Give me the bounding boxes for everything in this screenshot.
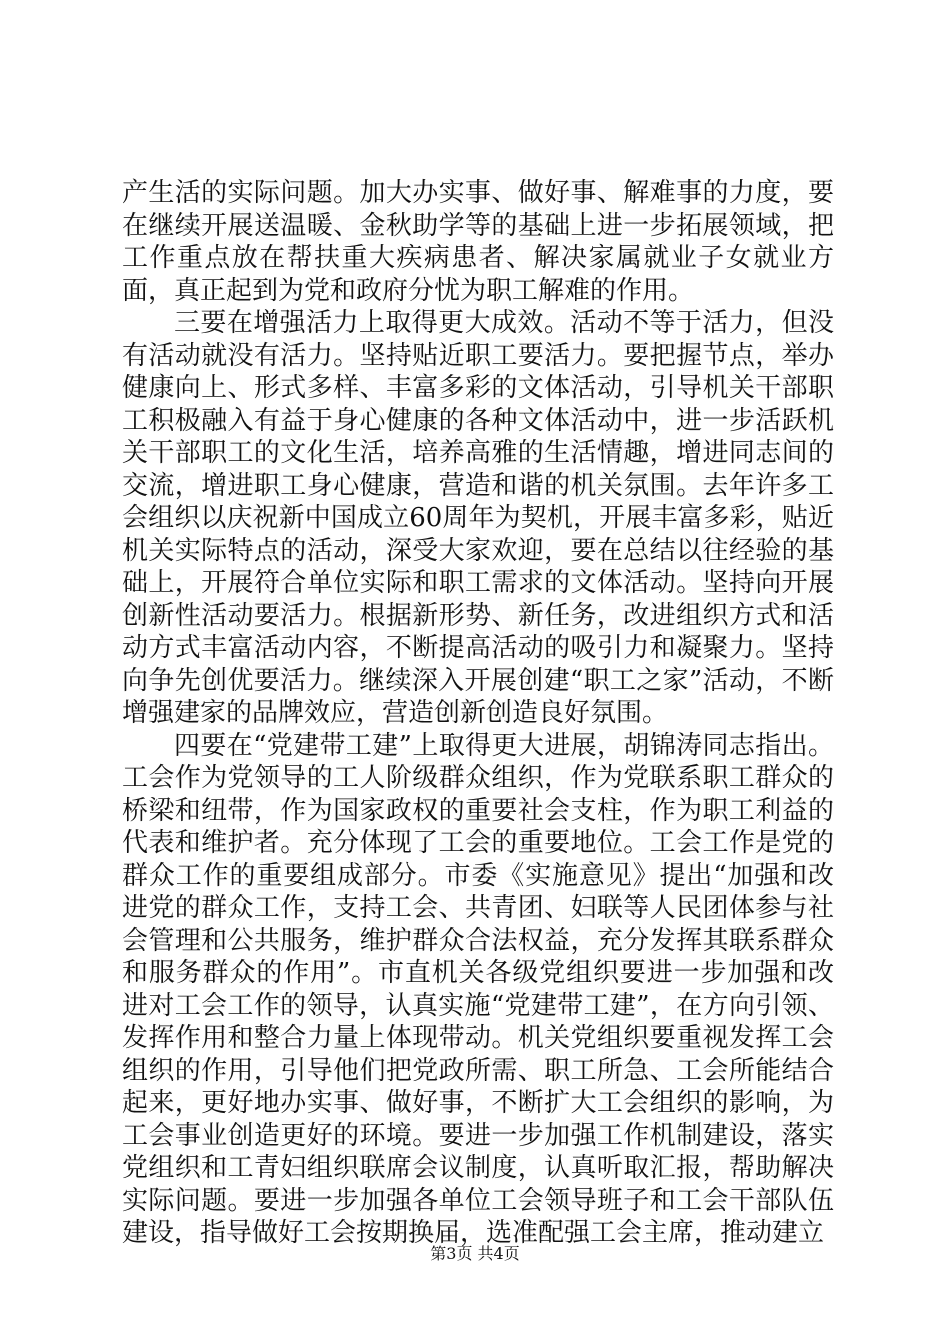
page-footer: [0, 1241, 950, 1264]
paragraph-continuation: 产生活的实际问题。加大办实事、做好事、解难事的力度，要在继续开展送温暖、金秋助学等的基础上进一步拓展领域，把工作重点放在帮扶重大疾病患者、解决家属就业子女就业方面，真正起到为党和政府分忧为职工解难的作用。: [122, 178, 834, 306]
document-body: [122, 177, 834, 1250]
page-number: 第3页 共4页: [430, 1244, 520, 1263]
paragraph-vitality: 三要在增强活力上取得更大成效。活动不等于活力，但没有活动就没有活力。坚持贴近职工要活力。要把握节点，举办健康向上、形式多样、丰富多彩的文体活动，引导机关干部职工积极融入有益于身心健康的各种文体活动中，进一步活跃机关干部职工的文化生活，培养高雅的生活情趣，增进同志间的交流，增进职工身心健康，营造和谐的机关氛围。去年许多工会组织以庆祝新中国成立60周年为契机，开展丰富多彩，贴近机关实际特点的活动，深受大家欢迎，要在总结以往经验的基础上，开展符合单位实际和职工需求的文体活动。坚持向开展创新性活动要活力。根据新形势、新任务，改进组织方式和活动方式丰富活动内容，不断提高活动的吸引力和凝聚力。坚持向争先创优要活力。继续深入开展创建“职工之家”活动，不断增强建家的品牌效应，营造创新创造良好氛围。: [122, 308, 834, 728]
paragraph-party-building: 四要在“党建带工建”上取得更大进展，胡锦涛同志指出。工会作为党领导的工人阶级群众组织，作为党联系职工群众的桥梁和纽带，作为国家政权的重要社会支柱，作为职工利益的代表和维护者。充分体现了工会的重要地位。工会工作是党的群众工作的重要组成部分。市委《实施意见》提出“加强和改进党的群众工作，支持工会、共青团、妇联等人民团体参与社会管理和公共服务，维护群众合法权益，充分发挥其联系群众和服务群众的作用”。市直机关各级党组织要进一步加强和改进对工会工作的领导，认真实施“党建带工建”，在方向引领、发挥作用和整合力量上体现带动。机关党组织要重视发挥工会组织的作用，引导他们把党政所需、职工所急、工会所能结合起来，更好地办实事、做好事，不断扩大工会组织的影响，为工会事业创造更好的环境。要进一步加强工作机制建设，落实党组织和工青妇组织联席会议制度，认真听取汇报，帮助解决实际问题。要进一步加强各单位工会领导班子和工会干部队伍建设，指导做好工会按期换届，选准配强工会主席，推动建立: [122, 730, 834, 1248]
